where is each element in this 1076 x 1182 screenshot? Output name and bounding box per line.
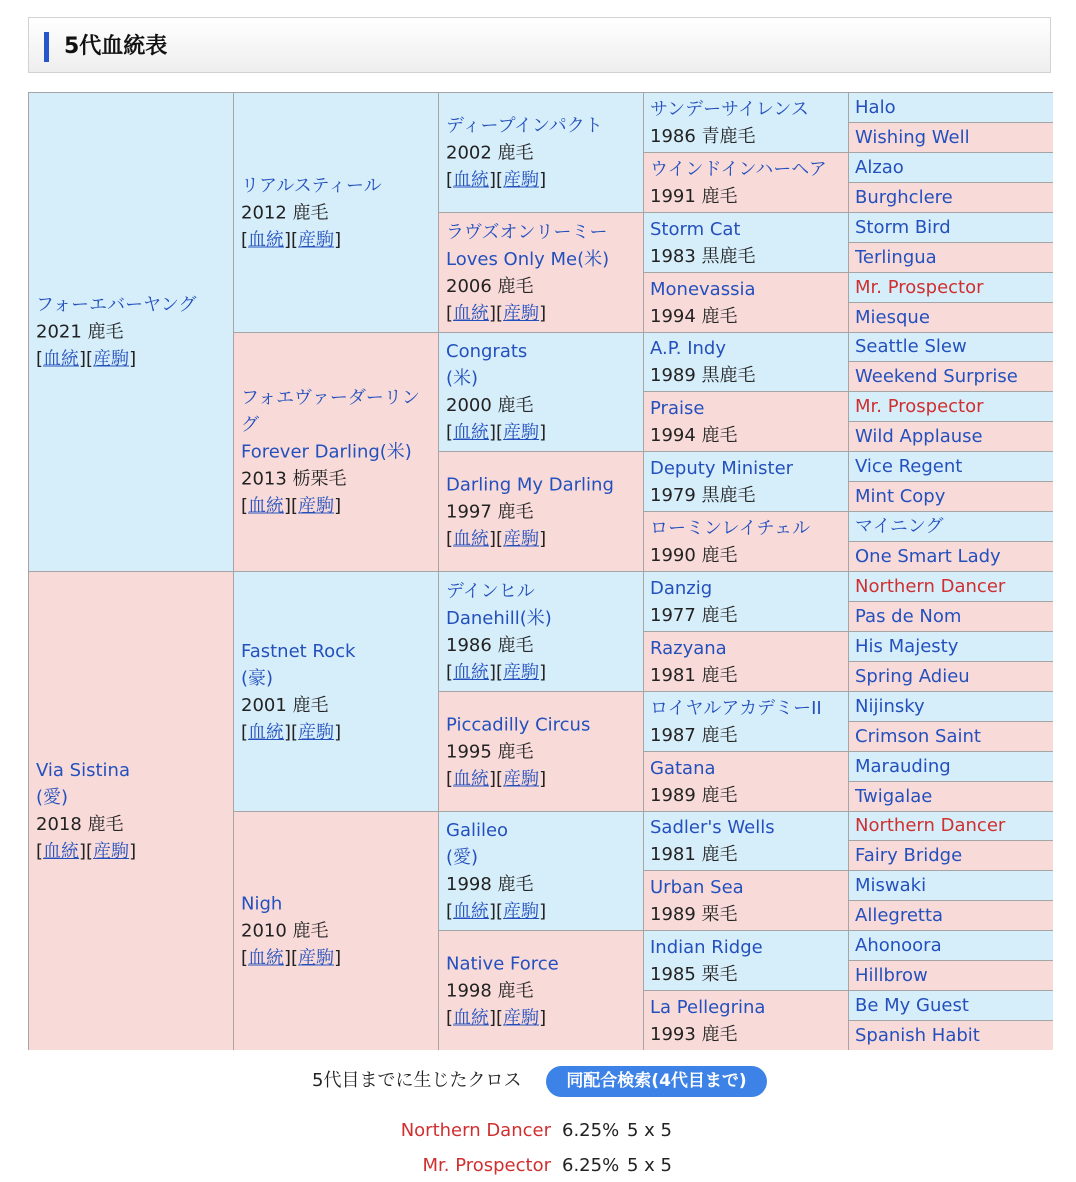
horse-year-coat: 1989 鹿毛 bbox=[650, 784, 738, 806]
horse-name-link[interactable]: Danzig bbox=[650, 577, 713, 599]
horse-name-link[interactable]: La Pellegrina bbox=[650, 996, 766, 1018]
page-title: 5代血統表 bbox=[64, 34, 168, 59]
horse-name-link[interactable]: ローミンレイチェル bbox=[650, 517, 811, 539]
horse-cell-gen2 bbox=[234, 333, 438, 571]
horse-origin-link[interactable]: (愛) bbox=[36, 787, 69, 808]
horse-name-link[interactable]: Wild Applause bbox=[855, 425, 983, 447]
horse-name-link[interactable]: Twigalae bbox=[855, 785, 933, 807]
horse-year-coat: 1989 栗毛 bbox=[650, 903, 738, 925]
horse-name-link[interactable]: Seattle Slew bbox=[855, 336, 967, 357]
offspring-link[interactable]: 産駒 bbox=[503, 661, 540, 683]
horse-cell-gen5 bbox=[849, 931, 1053, 960]
cross-horse-link[interactable]: Mr. Prospector bbox=[422, 1155, 551, 1176]
horse-cell-gen5 bbox=[849, 692, 1053, 721]
horse-cell-gen4 bbox=[644, 333, 848, 391]
horse-links: [血統][産駒] bbox=[446, 661, 547, 683]
horse-name-link[interactable]: フォーエバーヤング bbox=[36, 294, 197, 316]
horse-cell-gen5 bbox=[849, 871, 1053, 900]
horse-cell-gen5 bbox=[849, 632, 1053, 661]
horse-cell-gen4 bbox=[644, 692, 848, 751]
offspring-link[interactable]: 産駒 bbox=[503, 1007, 540, 1028]
horse-cell-gen4 bbox=[644, 871, 848, 930]
horse-cell-gen3 bbox=[439, 452, 643, 571]
cross-generation: 5 x 5 bbox=[627, 1120, 672, 1141]
horse-year-coat: 1981 鹿毛 bbox=[650, 664, 738, 686]
horse-year-coat: 2012 鹿毛 bbox=[241, 202, 329, 223]
offspring-link[interactable]: 産駒 bbox=[93, 348, 130, 370]
horse-year-coat: 1991 鹿毛 bbox=[650, 185, 738, 207]
horse-cell-gen3 bbox=[439, 692, 643, 811]
horse-name-link[interactable]: Vice Regent bbox=[855, 455, 963, 477]
horse-cell-gen4 bbox=[644, 752, 848, 811]
horse-name-link[interactable]: Spring Adieu bbox=[855, 665, 970, 687]
pedigree-link[interactable]: 血統 bbox=[453, 661, 490, 683]
horse-name-link[interactable]: Hillbrow bbox=[855, 964, 928, 986]
horse-name-link[interactable]: Fastnet Rock bbox=[241, 640, 356, 662]
pedigree-link[interactable]: 血統 bbox=[453, 901, 490, 922]
horse-cell-gen5 bbox=[849, 782, 1053, 811]
horse-name-link[interactable]: デインヒル bbox=[446, 580, 535, 602]
horse-cell-gen5 bbox=[849, 752, 1053, 781]
horse-name-link[interactable]: Crimson Saint bbox=[855, 725, 981, 747]
horse-year-coat: 1998 鹿毛 bbox=[446, 874, 534, 895]
horse-cell-gen5 bbox=[849, 362, 1053, 391]
horse-name-link[interactable]: Marauding bbox=[855, 755, 951, 777]
horse-year-coat: 1977 鹿毛 bbox=[650, 604, 738, 626]
horse-name-link[interactable]: Via Sistina bbox=[36, 760, 130, 781]
horse-year-coat: 1986 鹿毛 bbox=[446, 634, 534, 656]
horse-cell-gen5 bbox=[849, 512, 1053, 541]
offspring-link[interactable]: 産駒 bbox=[503, 528, 540, 549]
horse-name-link[interactable]: リアルスティール bbox=[241, 175, 382, 196]
horse-links: [血統][産駒] bbox=[446, 1007, 547, 1028]
horse-name-link[interactable]: Darling My Darling bbox=[446, 474, 614, 495]
horse-year-coat: 1990 鹿毛 bbox=[650, 544, 738, 566]
horse-origin-link[interactable]: (愛) bbox=[446, 847, 479, 868]
horse-cell-gen1 bbox=[29, 93, 233, 571]
horse-cell-gen4 bbox=[644, 273, 848, 332]
horse-cell-gen5 bbox=[849, 273, 1053, 302]
horse-year-coat: 2010 鹿毛 bbox=[241, 920, 329, 942]
offspring-link[interactable]: 産駒 bbox=[93, 841, 130, 862]
horse-year-coat: 1979 黒鹿毛 bbox=[650, 484, 756, 506]
horse-name-link[interactable]: Storm Bird bbox=[855, 216, 951, 238]
horse-cell-gen4 bbox=[644, 452, 848, 511]
horse-cell-gen4 bbox=[644, 931, 848, 990]
pedigree-link[interactable]: 血統 bbox=[248, 229, 285, 250]
horse-name-link[interactable]: Gatana bbox=[650, 757, 716, 779]
horse-cell-gen5 bbox=[849, 901, 1053, 930]
horse-cell-gen3 bbox=[439, 333, 643, 451]
horse-year-coat: 1994 鹿毛 bbox=[650, 424, 738, 446]
offspring-link[interactable]: 産駒 bbox=[298, 721, 335, 743]
horse-name-link[interactable]: Sadler's Wells bbox=[650, 817, 775, 838]
offspring-link[interactable]: 産駒 bbox=[503, 768, 540, 789]
horse-name-link[interactable]: Spanish Habit bbox=[855, 1024, 980, 1046]
horse-cell-gen3 bbox=[439, 572, 643, 691]
horse-year-coat: 1985 栗毛 bbox=[650, 963, 738, 985]
pedigree-link[interactable]: 血統 bbox=[453, 302, 490, 324]
horse-name-link[interactable]: マイニング bbox=[855, 515, 944, 537]
horse-name-link[interactable]: Halo bbox=[855, 96, 896, 118]
horse-cell-gen5 bbox=[849, 243, 1053, 272]
horse-cell-gen5 bbox=[849, 213, 1053, 242]
offspring-link[interactable]: 産駒 bbox=[503, 169, 540, 190]
horse-name-link[interactable]: Be My Guest bbox=[855, 994, 969, 1016]
horse-name-link[interactable]: Deputy Minister bbox=[650, 457, 794, 479]
horse-cell-gen2 bbox=[234, 572, 438, 811]
horse-cell-gen5 bbox=[849, 123, 1053, 152]
cross-generation: 5 x 5 bbox=[627, 1155, 672, 1176]
horse-year-coat: 1983 黒鹿毛 bbox=[650, 245, 756, 267]
cross-label: 5代目までに生じたクロス bbox=[312, 1070, 522, 1091]
horse-name-link[interactable]: Terlingua bbox=[855, 246, 937, 268]
section-header bbox=[28, 17, 1051, 73]
offspring-link[interactable]: 産駒 bbox=[503, 422, 540, 443]
horse-name-link[interactable]: Storm Cat bbox=[650, 218, 741, 240]
offspring-link[interactable]: 産駒 bbox=[298, 229, 335, 250]
horse-name-link[interactable]: Piccadilly Circus bbox=[446, 714, 591, 735]
pedigree-table bbox=[28, 92, 1053, 1050]
horse-cell-gen5 bbox=[849, 542, 1053, 571]
horse-cell-gen3 bbox=[439, 213, 643, 332]
horse-links: [血統][産駒] bbox=[36, 348, 137, 370]
horse-name-link[interactable]: ラヴズオンリーミー bbox=[446, 221, 608, 243]
horse-year-coat: 1994 鹿毛 bbox=[650, 305, 738, 327]
horse-year-coat: 1987 鹿毛 bbox=[650, 724, 738, 746]
pedigree-link[interactable]: 血統 bbox=[248, 947, 285, 969]
horse-links: [血統][産駒] bbox=[36, 841, 137, 862]
horse-year-coat: 1993 鹿毛 bbox=[650, 1023, 738, 1045]
horse-name-link[interactable]: A.P. Indy bbox=[650, 338, 727, 359]
horse-cell-gen5 bbox=[849, 422, 1053, 451]
pedigree-link[interactable]: 血統 bbox=[43, 348, 80, 370]
horse-cell-gen5 bbox=[849, 722, 1053, 751]
horse-name-link[interactable]: Weekend Surprise bbox=[855, 365, 1018, 387]
pedigree-link[interactable]: 血統 bbox=[248, 721, 285, 743]
horse-cell-gen5 bbox=[849, 482, 1053, 511]
horse-links: [血統][産駒] bbox=[446, 528, 547, 549]
horse-name-link[interactable]: One Smart Lady bbox=[855, 545, 1001, 567]
horse-name-link[interactable]: Wishing Well bbox=[855, 126, 970, 148]
horse-cell-gen4 bbox=[644, 512, 848, 571]
horse-links: [血統][産駒] bbox=[446, 302, 547, 324]
cross-percentage: 6.25% bbox=[562, 1120, 620, 1141]
horse-cell-gen3 bbox=[439, 931, 643, 1050]
horse-year-coat: 2018 鹿毛 bbox=[36, 814, 124, 835]
horse-cell-gen5 bbox=[849, 392, 1053, 421]
horse-name-link[interactable]: Fairy Bridge bbox=[855, 844, 963, 866]
horse-name-link[interactable]: Nigh bbox=[241, 893, 283, 915]
horse-cell-gen5 bbox=[849, 452, 1053, 481]
horse-name-link[interactable]: Galileo bbox=[446, 820, 509, 841]
horse-cell-gen2 bbox=[234, 93, 438, 332]
horse-cell-gen5 bbox=[849, 662, 1053, 691]
offspring-link[interactable]: 産駒 bbox=[503, 901, 540, 922]
horse-name-link[interactable]: Urban Sea bbox=[650, 876, 744, 898]
horse-cell-gen4 bbox=[644, 991, 848, 1050]
horse-cell-gen5 bbox=[849, 812, 1053, 840]
offspring-link[interactable]: 産駒 bbox=[298, 947, 335, 969]
cross-percentage: 6.25% bbox=[562, 1155, 620, 1176]
pedigree-link[interactable]: 血統 bbox=[453, 768, 490, 789]
cross-horse-link[interactable]: Northern Dancer bbox=[400, 1120, 551, 1141]
horse-origin-link[interactable]: Loves Only Me(米) bbox=[446, 248, 610, 270]
horse-cell-gen3 bbox=[439, 812, 643, 930]
same-mating-search-button[interactable]: 同配合検索(4代目まで) bbox=[546, 1066, 767, 1097]
horse-name-link[interactable]: ディープインパクト bbox=[446, 115, 603, 136]
horse-name-link[interactable]: Mint Copy bbox=[855, 485, 946, 507]
horse-links: [血統][産駒] bbox=[446, 901, 547, 922]
horse-links: [血統][産駒] bbox=[241, 229, 342, 250]
pedigree-link[interactable]: 血統 bbox=[43, 841, 80, 862]
horse-links: [血統][産駒] bbox=[446, 768, 547, 789]
horse-links: [血統][産駒] bbox=[241, 495, 342, 517]
header-accent-bar bbox=[44, 32, 49, 62]
horse-name-link[interactable]: Mr. Prospector bbox=[855, 395, 984, 417]
horse-name-link[interactable]: ウインドインハーヘア bbox=[650, 158, 827, 180]
horse-cell-gen1 bbox=[29, 572, 233, 1050]
horse-year-coat: 1986 青鹿毛 bbox=[650, 125, 756, 147]
horse-year-coat: 2000 鹿毛 bbox=[446, 395, 534, 416]
pedigree-link[interactable]: 血統 bbox=[453, 528, 490, 549]
horse-name-link[interactable]: Congrats bbox=[446, 341, 528, 362]
horse-cell-gen4 bbox=[644, 812, 848, 870]
horse-name-link[interactable]: Pas de Nom bbox=[855, 605, 962, 627]
horse-year-coat: 1998 鹿毛 bbox=[446, 980, 534, 1001]
horse-cell-gen5 bbox=[849, 1021, 1053, 1050]
pedigree-link[interactable]: 血統 bbox=[453, 1007, 490, 1028]
horse-cell-gen5 bbox=[849, 183, 1053, 212]
horse-name-link[interactable]: Indian Ridge bbox=[650, 936, 763, 958]
horse-name-link[interactable]: Ahonoora bbox=[855, 934, 942, 956]
horse-cell-gen5 bbox=[849, 841, 1053, 870]
horse-links: [血統][産駒] bbox=[241, 721, 342, 743]
horse-origin-link[interactable]: Forever Darling(米) bbox=[241, 441, 412, 463]
horse-name-link[interactable]: Mr. Prospector bbox=[855, 276, 984, 298]
horse-name-link[interactable]: His Majesty bbox=[855, 635, 959, 657]
horse-cell-gen5 bbox=[849, 303, 1053, 332]
horse-name-link[interactable]: Razyana bbox=[650, 637, 727, 659]
horse-name-link[interactable]: Miswaki bbox=[855, 874, 927, 896]
horse-name-link[interactable]: Native Force bbox=[446, 953, 559, 974]
horse-cell-gen4 bbox=[644, 392, 848, 451]
horse-cell-gen5 bbox=[849, 991, 1053, 1020]
horse-cell-gen5 bbox=[849, 93, 1053, 122]
horse-name-link[interactable]: Alzao bbox=[855, 156, 904, 178]
horse-cell-gen5 bbox=[849, 572, 1053, 601]
horse-cell-gen4 bbox=[644, 93, 848, 152]
horse-cell-gen2 bbox=[234, 812, 438, 1050]
horse-name-link[interactable]: サンデーサイレンス bbox=[650, 98, 809, 120]
horse-cell-gen5 bbox=[849, 602, 1053, 631]
offspring-link[interactable]: 産駒 bbox=[298, 495, 335, 517]
pedigree-link[interactable]: 血統 bbox=[248, 495, 285, 517]
horse-name-link[interactable]: フォエヴァーダーリング bbox=[241, 387, 420, 436]
horse-year-coat: 2001 鹿毛 bbox=[241, 694, 329, 716]
horse-name-link[interactable]: Monevassia bbox=[650, 278, 756, 300]
horse-cell-gen5 bbox=[849, 153, 1053, 182]
horse-year-coat: 2021 鹿毛 bbox=[36, 321, 124, 343]
horse-links: [血統][産駒] bbox=[446, 422, 547, 443]
horse-year-coat: 2006 鹿毛 bbox=[446, 275, 534, 297]
horse-name-link[interactable]: Miesque bbox=[855, 306, 930, 328]
horse-cell-gen5 bbox=[849, 333, 1053, 361]
horse-cell-gen5 bbox=[849, 961, 1053, 990]
horse-name-link[interactable]: ロイヤルアカデミーII bbox=[650, 697, 822, 719]
horse-year-coat: 2013 栃栗毛 bbox=[241, 468, 347, 490]
horse-origin-link[interactable]: (米) bbox=[446, 368, 479, 389]
horse-cell-gen3 bbox=[439, 93, 643, 212]
horse-year-coat: 2002 鹿毛 bbox=[446, 142, 534, 163]
horse-name-link[interactable]: Northern Dancer bbox=[855, 575, 1006, 597]
horse-name-link[interactable]: Nijinsky bbox=[855, 695, 925, 717]
horse-name-link[interactable]: Northern Dancer bbox=[855, 815, 1006, 836]
horse-cell-gen4 bbox=[644, 572, 848, 631]
horse-year-coat: 1997 鹿毛 bbox=[446, 501, 534, 522]
offspring-link[interactable]: 産駒 bbox=[503, 302, 540, 324]
horse-cell-gen4 bbox=[644, 213, 848, 272]
horse-year-coat: 1981 鹿毛 bbox=[650, 844, 738, 865]
horse-links: [血統][産駒] bbox=[241, 947, 342, 969]
horse-origin-link[interactable]: Danehill(米) bbox=[446, 607, 552, 629]
pedigree-link[interactable]: 血統 bbox=[453, 169, 490, 190]
horse-name-link[interactable]: Burghclere bbox=[855, 186, 953, 208]
horse-cell-gen4 bbox=[644, 632, 848, 691]
pedigree-link[interactable]: 血統 bbox=[453, 422, 490, 443]
horse-cell-gen4 bbox=[644, 153, 848, 212]
horse-origin-link[interactable]: (豪) bbox=[241, 667, 274, 689]
horse-links: [血統][産駒] bbox=[446, 169, 547, 190]
horse-year-coat: 1995 鹿毛 bbox=[446, 741, 534, 762]
horse-year-coat: 1989 黒鹿毛 bbox=[650, 365, 756, 386]
horse-name-link[interactable]: Praise bbox=[650, 397, 705, 419]
horse-name-link[interactable]: Allegretta bbox=[855, 904, 944, 926]
